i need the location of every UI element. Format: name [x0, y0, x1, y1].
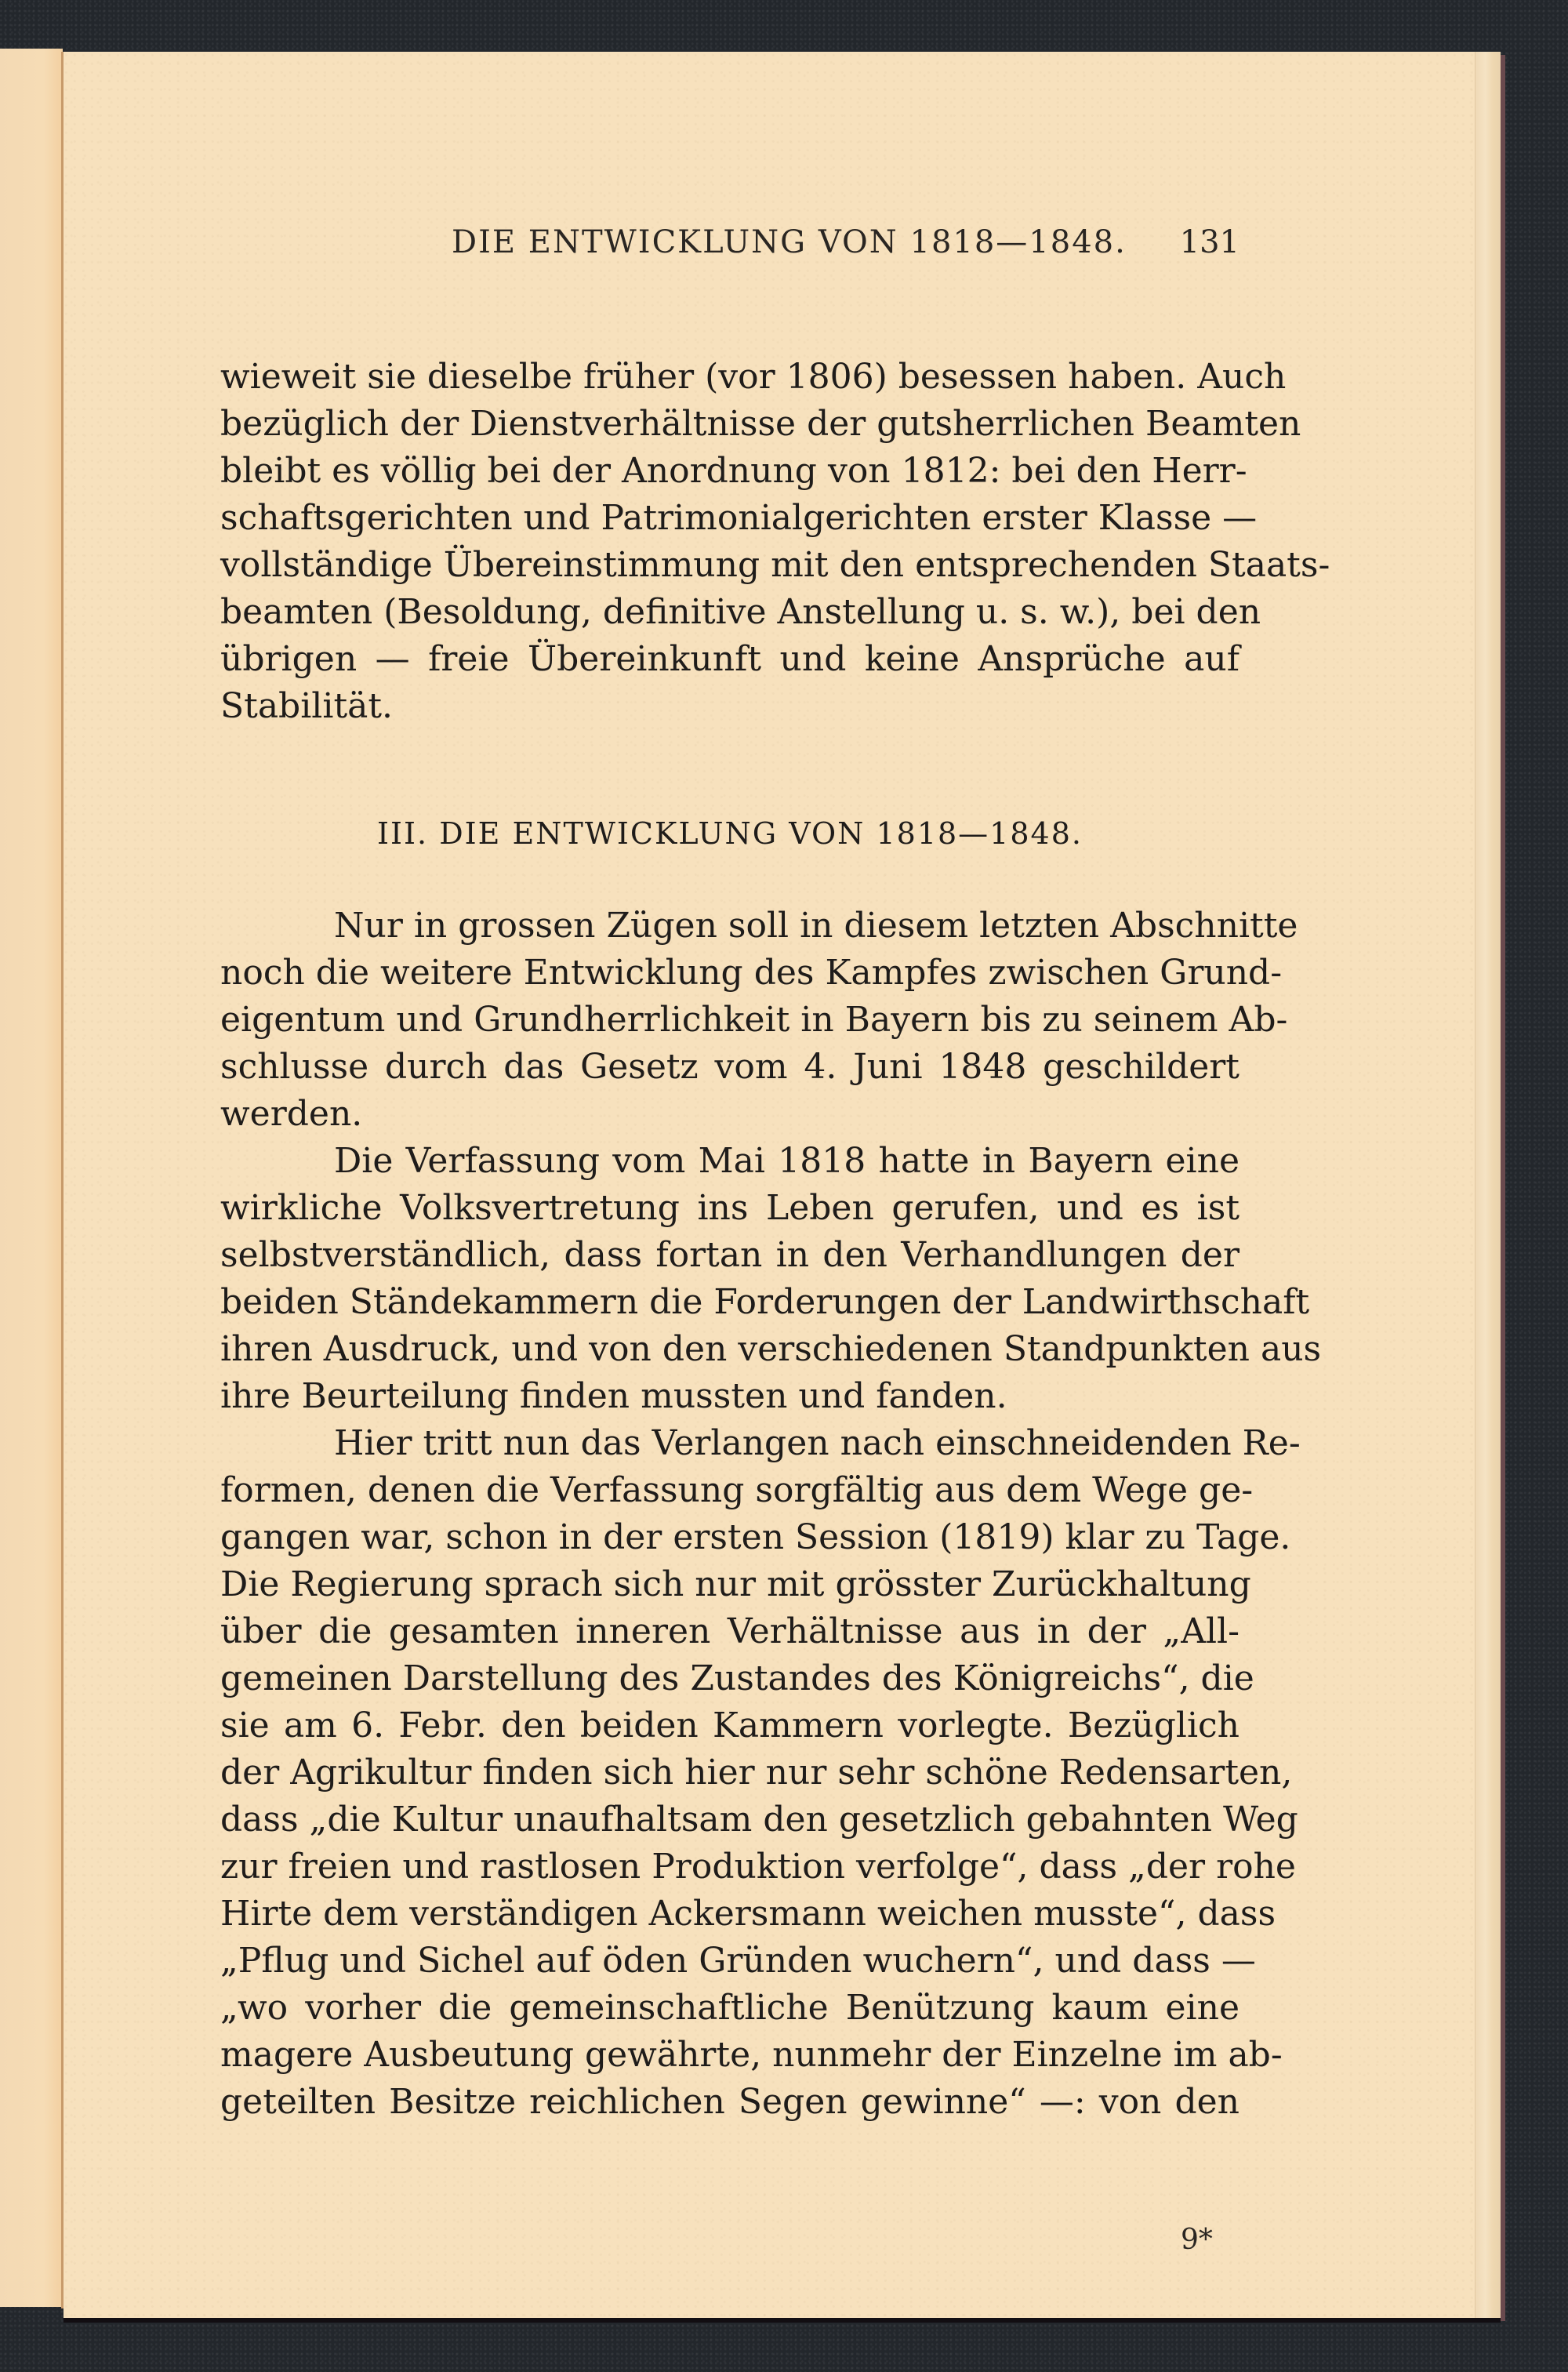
text-line: bleibt es völlig bei der Anordnung von 1812: bei den Herr- [220, 451, 1247, 491]
text-line: schlusse durch das Gesetz vom 4. Juni 1848 geschildert [220, 1047, 1240, 1087]
running-head [220, 224, 1240, 271]
text-line: beiden Ständekammern die Forderungen der Landwirthschaft [220, 1282, 1310, 1322]
text-line: werden. [220, 1094, 363, 1134]
text-line: „Pflug und Sichel auf öden Gründen wuchern“, und dass — [220, 1941, 1256, 1981]
text-line: vollständige Übereinstimmung mit den entsprechenden Staats- [220, 545, 1330, 585]
text-line: geteilten Besitze reichlichen Segen gewinne“ —: von den [220, 2082, 1240, 2122]
section-body [220, 903, 1322, 2126]
text-line: zur freien und rastlosen Produktion verfolge“, dass „der rohe [220, 1847, 1296, 1887]
cover-edge [1501, 55, 1505, 2321]
text-line: selbstverständlich, dass fortan in den Verhandlungen der [220, 1235, 1240, 1275]
paragraph-2 [220, 1138, 1322, 1420]
text-line: wieweit sie dieselbe früher (vor 1806) besessen haben. Auch [220, 357, 1287, 397]
text-line: Nur in grossen Zügen soll in diesem letzten Abschnitte [334, 906, 1298, 946]
text-line: der Agrikultur finden sich hier nur sehr schöne Redensarten, [220, 1753, 1293, 1793]
text-line: noch die weitere Entwicklung des Kampfes zwischen Grund- [220, 953, 1283, 993]
book-page [64, 52, 1501, 2318]
text-line: Stabilität. [220, 686, 394, 726]
text-line: wirkliche Volksvertretung ins Leben gerufen, und es ist [220, 1188, 1240, 1228]
signature-mark: 9* [1181, 2224, 1213, 2256]
text-line: Hier tritt nun das Verlangen nach einschneidenden Re- [334, 1423, 1301, 1463]
text-line: Die Regierung sprach sich nur mit grösster Zurückhaltung [220, 1564, 1251, 1604]
text-line: ihren Ausdruck, und von den verschiedenen Standpunkten aus [220, 1329, 1322, 1369]
text-line: Hirte dem verständigen Ackersmann weichen musste“, dass [220, 1894, 1276, 1934]
text-line: eigentum und Grundherrlichkeit in Bayern bis zu seinem Ab- [220, 1000, 1288, 1040]
text-line: gangen war, schon in der ersten Session (1819) klar zu Tage. [220, 1517, 1291, 1557]
paragraph-3 [220, 1420, 1301, 2126]
section-heading: III. DIE ENTWICKLUNG VON 1818—1848. [377, 816, 1083, 851]
text-line: übrigen — freie Übereinkunft und keine Ansprüche auf [220, 639, 1240, 679]
paragraph-1 [220, 903, 1298, 1138]
text-line: dass „die Kultur unaufhaltsam den gesetzlich gebahnten Weg [220, 1800, 1298, 1840]
running-title: DIE ENTWICKLUNG VON 1818—1848. [452, 224, 1127, 260]
text-line: magere Ausbeutung gewährte, nunmehr der Einzelne im ab- [220, 2035, 1283, 2075]
text-line: beamten (Besoldung, definitive Anstellung u. s. w.), bei den [220, 592, 1261, 632]
text-line: bezüglich der Dienstverhältnisse der gutsherrlichen Beamten [220, 404, 1301, 444]
facing-page-edge [0, 49, 63, 2307]
text-line: ihre Beurteilung finden mussten und fanden. [220, 1376, 1007, 1416]
page-number: 131 [1179, 224, 1240, 260]
text-line: schaftsgerichten und Patrimonialgerichten erster Klasse — [220, 498, 1258, 538]
text-line: Die Verfassung vom Mai 1818 hatte in Bayern eine [334, 1141, 1240, 1181]
page-stack-edge [1475, 52, 1501, 2318]
text-line: „wo vorher die gemeinschaftliche Benützung kaum eine [220, 1988, 1240, 2028]
text-line: formen, denen die Verfassung sorgfältig aus dem Wege ge- [220, 1470, 1254, 1510]
text-line: gemeinen Darstellung des Zustandes des Königreichs“, die [220, 1658, 1254, 1698]
intro-paragraph [220, 354, 1330, 730]
text-line: über die gesamten inneren Verhältnisse aus in der „All- [220, 1611, 1240, 1651]
text-line: sie am 6. Febr. den beiden Kammern vorlegte. Bezüglich [220, 1705, 1240, 1745]
